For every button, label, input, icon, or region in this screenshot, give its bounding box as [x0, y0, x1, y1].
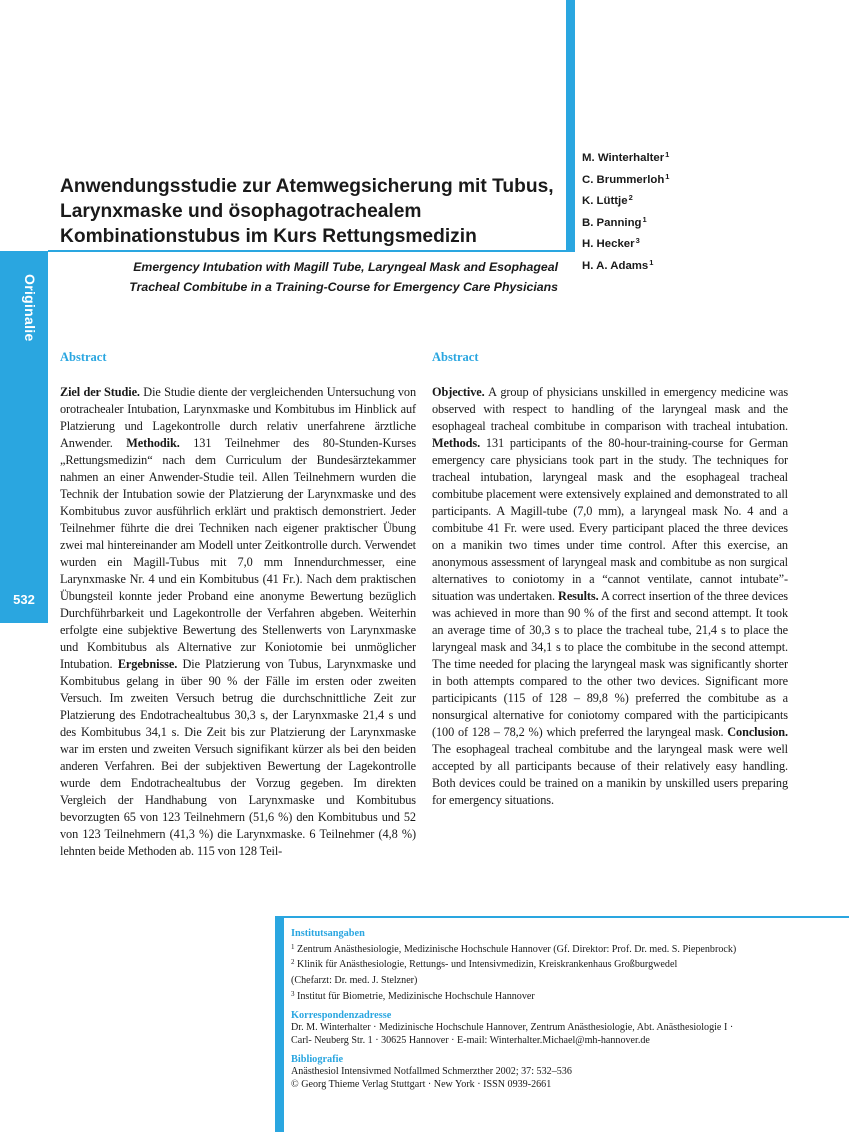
bibliography-heading: Bibliografie: [291, 1053, 344, 1065]
author: [582, 146, 669, 168]
subtitle-line: Tracheal Combitube in a Training-Course for Emergency Care Physicians: [129, 280, 558, 294]
objective-text: A group of physicians unskilled in emergency medicine was observed with respect to handling of the laryngeal mask and the esophageal tracheal combitube in comparison with tracheal intubation.: [432, 385, 788, 433]
footer-rule: [275, 916, 849, 918]
author-name: K. Lüttje: [582, 195, 628, 207]
bibliography-line: © Georg Thieme Verlag Stuttgart · New York · ISSN 0939-2661: [291, 1079, 552, 1091]
abstract-heading-english: Abstract: [432, 350, 479, 364]
correspondence-block: [291, 1010, 846, 1048]
objective-label: Objective.: [432, 385, 485, 399]
author-affiliation: 3: [635, 236, 640, 245]
author-affiliation: 1: [642, 214, 647, 224]
author-affiliation: 1: [665, 171, 670, 181]
article-footer: [291, 928, 846, 1098]
institution-line: [291, 972, 846, 988]
methods-text: 131 Teilnehmer des 80-Stunden-Kurses „Rettungsmedizin“ nach dem Curriculum der Bundesärztekammer nahmen an einer Anwender-Studie teil. Allen Teilnehmern wurden die Technik der Intubation sowie der Platzierung der Larynxmaske und des Kombitubus zuvor ausführlich erklärt und praktisch demonstriert. Jeder Teilnehmer führte die drei Techniken nach eigener praktischer Übung zwei mal hintereinander am Modell unter Zeitkontrolle durch. Verwendet wurden ein Magill-Tubus mit 7,0 mm Innendurchmesser, eine Larynxmaske Nr. 4 und ein Kombitubus (41 Fr.). Nach dem praktischen Übungsteil konnte jeder Proband eine anonyme Bewertung bezüglich Durchführbarkeit und Lagekontrolle der Verfahren abgeben. Weiterhin erfolgte eine subjektive Bewertung des Stellenwerts von Larynxmaske und Kombitubus als Alternative zur Koniotomie bei unmöglicher Intubation.: [60, 436, 417, 671]
author-name: M. Winterhalter: [582, 152, 665, 164]
institution-number: 1: [291, 942, 295, 951]
footer-accent-bar: [275, 916, 284, 1132]
author-name: B. Panning: [582, 216, 642, 229]
abstract-english: [432, 384, 788, 809]
correspondence-line: Dr. M. Winterhalter · Medizinische Hochschule Hannover, Zentrum Anästhesiologie, Abt. Anästhesiologie I ·: [291, 1022, 734, 1034]
author-name: H. Hecker: [582, 238, 635, 250]
results-text: Die Platzierung von Tubus, Larynxmaske und Kombitubus gelang in über 90 % der Fälle im ersten oder zweiten Versuch. Im zweiten Versuch betrug die durchschnittliche Zeit zur Platzierung des Endotrachealtubus 30,3 s, der Larynxmaske 21,4 s und des Kombitubus 34,1 s. Die Zeit bis zur Platzierung der Larynxmaske war im ersten und zweiten Versuch signifikant kürzer als bei den beiden anderen Verfahren. Bei der subjektiven Bewertung der Lagekontrolle wurde dem Endotrachealtubus der Vorzug gegeben. Im direkten Vergleich der Handhabung von Larynxmaske und Kombitubus bevorzugten 65 von 123 Teilnehmern (51,6 %) den Kombitubus und 52 von 123 Teilnehmern (41,3 %) die Larynxmaske. 6 Teilnehmer (4,8 %) lehnten beide Methoden ab. 115 von 128 Teil-: [60, 657, 416, 858]
conclusion-text: The esophageal tracheal combitube and the laryngeal mask were well accepted by all participants because of their relatively easy handling. Both devices could be trained on a manikin by unskilled users preparing for emergency situations.: [432, 742, 788, 807]
institution-line: [291, 956, 846, 972]
objective-label: Ziel der Studie.: [60, 385, 140, 399]
institution-number: 2: [291, 958, 295, 967]
author: [582, 168, 669, 190]
methods-text: 131 participants of the 80-hour-training-course for German emergency care physicians took part in the study. The techniques for tracheal intubation, laryngeal mask and the esophageal tracheal combitube placement were extensively explained and demonstrated to all participants. A Magill-tube (7,0 mm), a laryngeal mask No. 4 and a combitube 41 Fr. were used. Every participant placed the three devices on a manikin two times under time control. After this exercise, an anonymous assessment of laryngeal mask and combitube as non surgical alternatives to coniotomy in a “cannot ventilate, cannot intubate”-situation was undertaken.: [432, 436, 788, 603]
author-affiliation: 2: [628, 193, 633, 202]
bibliography-block: [291, 1054, 846, 1092]
title-line: Kombinationstubus im Kurs Rettungsmedizin: [60, 226, 477, 247]
methods-label: Methodik.: [126, 436, 180, 450]
author: [582, 189, 669, 211]
institution-text: Zentrum Anästhesiologie, Medizinische Hochschule Hannover (Gf. Direktor: Prof. Dr. med. S. Piepenbrock): [294, 943, 737, 955]
author-affiliation: 1: [665, 150, 670, 159]
section-label: Originalie: [22, 274, 38, 342]
institution-text: Klinik für Anästhesiologie, Rettungs- und Intensivmedizin, Kreiskrankenhaus Großburgwedel: [294, 959, 678, 971]
author: [582, 211, 669, 233]
results-text: A correct insertion of the three devices was achieved in more than 90 % of the first and second attempt. It took an average time of 30,3 s to place the tracheal tube, 21,4 s to place the laryngeal mask and 34,1 s to place the combitube in the second attempt. The time needed for placing the laryngeal mask was significantly shorter in both attempts compared to the other two devices. Significant more participicants (115 of 128 – 89,8 %) preferred the combitube as a nonsurgical alternative for coniotomy compared with the participicants (100 of 128 – 78,2 %) which preferred the laryngeal mask.: [432, 589, 788, 739]
author-name: C. Brummerloh: [582, 173, 665, 186]
author: [582, 254, 669, 276]
institution-line: [291, 941, 846, 957]
correspondence-line: Carl- Neuberg Str. 1 · 30625 Hannover · E-mail: Winterhalter.Michael@mh-hannover.de: [291, 1034, 650, 1046]
objective-text: Die Studie diente der vergleichenden Untersuchung von orotrachealer Intubation, Larynxmaske und Kombitubus im Hinblick auf Platzierung und Lagekontrolle durch relativ unerfahrene ärztliche Anwender.: [60, 385, 416, 450]
institutions-block: [291, 928, 846, 1004]
page-number: 532: [13, 592, 35, 607]
top-accent-bar: [566, 0, 575, 252]
institution-number: 3: [291, 989, 295, 998]
methods-label: Methods.: [432, 436, 481, 450]
abstract-german: [60, 384, 416, 860]
title-line: Larynxmaske und ösophagotrachealem: [60, 201, 422, 222]
title-line: Anwendungsstudie zur Atemwegsicherung mit Tubus,: [60, 176, 554, 197]
abstract-heading-german: Abstract: [60, 350, 107, 364]
institution-text: (Chefarzt: Dr. med. J. Stelzner): [291, 975, 418, 987]
bibliography-line: Anästhesiol Intensivmed Notfallmed Schmerzther 2002; 37: 532–536: [291, 1066, 572, 1078]
correspondence-heading: Korrespondenzadresse: [291, 1009, 392, 1021]
author-list: [582, 146, 669, 275]
results-label: Ergebnisse.: [117, 657, 178, 671]
title-rule: [48, 250, 570, 252]
english-title: [60, 257, 558, 297]
author-affiliation: 1: [649, 257, 654, 267]
article-title: [60, 174, 565, 249]
institution-text: Institut für Biometrie, Medizinische Hochschule Hannover: [294, 990, 535, 1002]
conclusion-label: Conclusion.: [727, 725, 788, 739]
institutions-heading: Institutsangaben: [291, 928, 365, 939]
subtitle-line: Emergency Intubation with Magill Tube, Laryngeal Mask and Esophageal: [133, 260, 558, 274]
author-name: H. A. Adams: [582, 259, 649, 272]
institution-line: [291, 988, 846, 1004]
author: [582, 232, 669, 254]
results-label: Results.: [558, 589, 599, 603]
